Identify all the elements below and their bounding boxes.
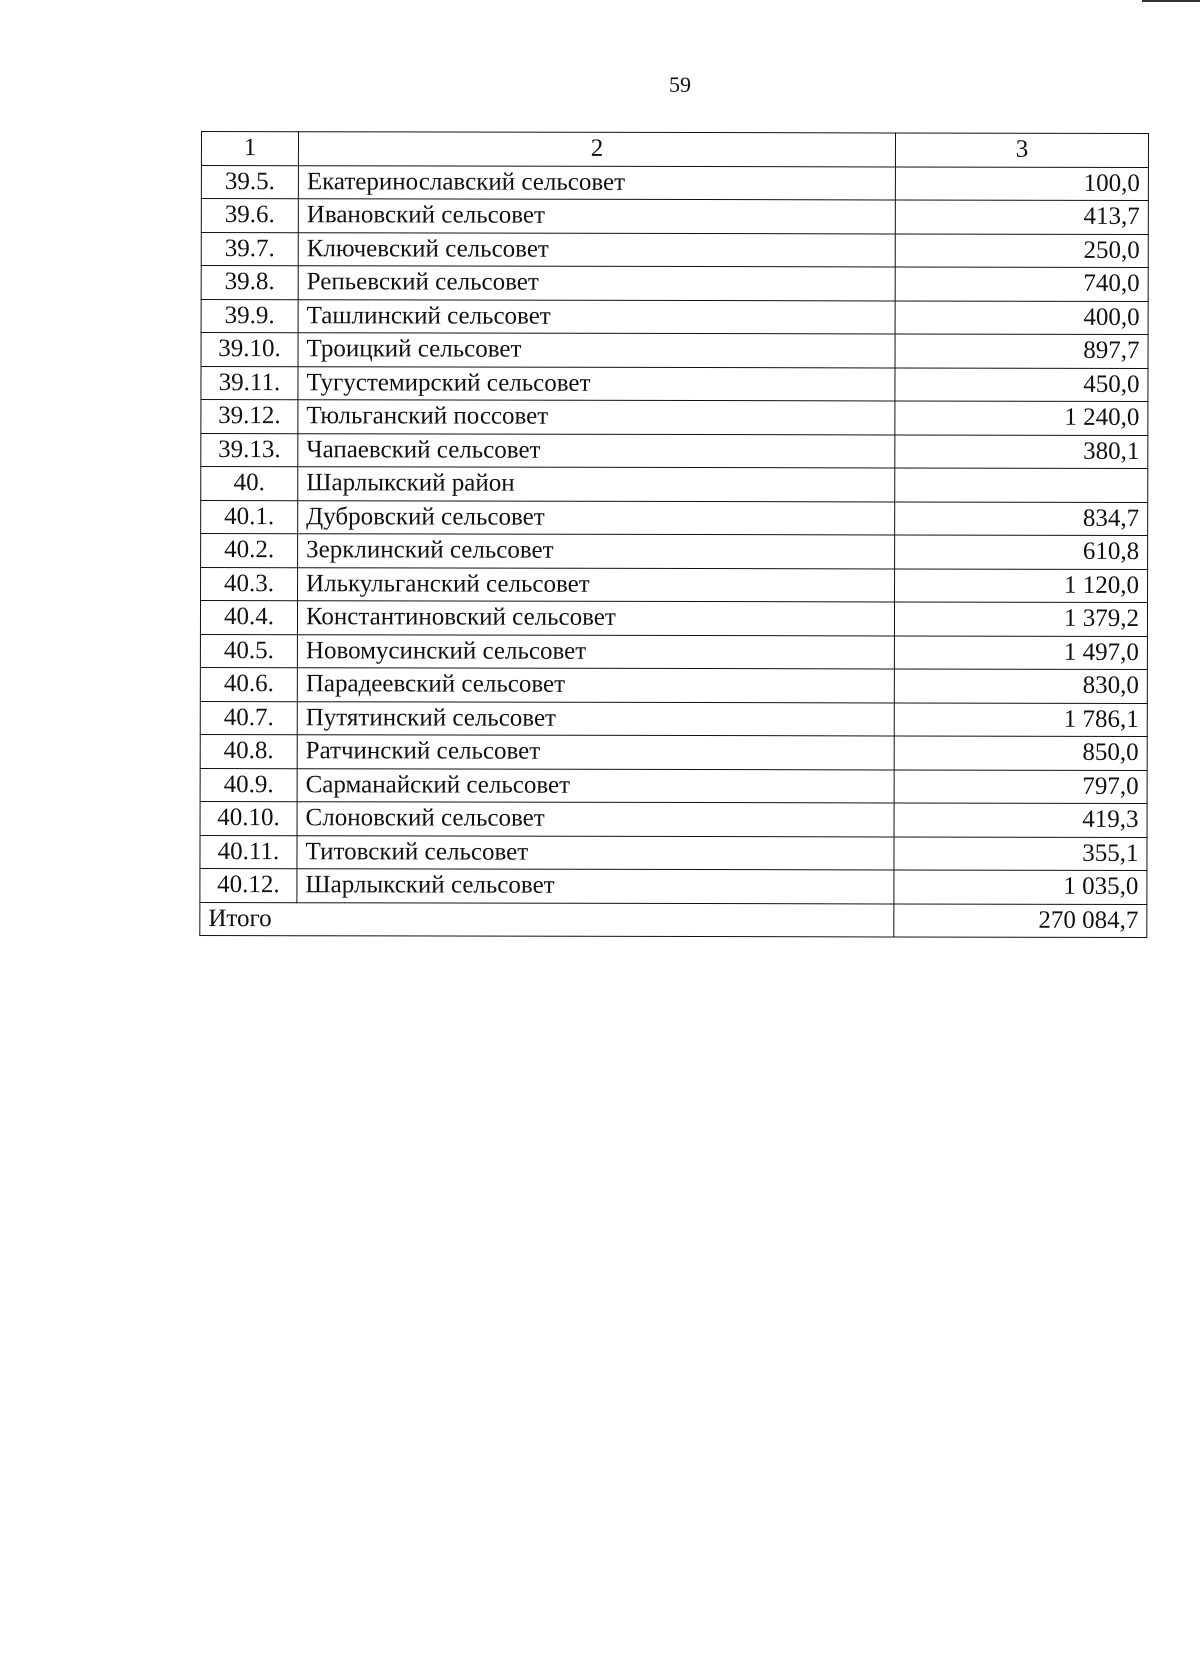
row-value: 1 120,0 [895,568,1148,602]
row-name: Слоновский сельсовет [297,802,894,837]
row-number: 39.12. [201,400,298,434]
table-row [201,534,1148,569]
row-number: 39.8. [201,266,298,300]
row-name: Ключевский сельсовет [298,232,895,267]
table-body [200,132,1149,938]
row-name: Тюльганский поссовет [298,400,895,435]
row-name: Зерклинский сельсовет [298,534,895,569]
row-value: 413,7 [895,200,1148,234]
row-value: 355,1 [894,836,1147,870]
row-name: Тугустемирский сельсовет [298,366,895,401]
row-name: Ташлинский сельсовет [298,299,895,334]
row-number: 40.3. [201,567,298,601]
table-row [201,433,1148,468]
row-value: 797,0 [894,769,1147,803]
row-value: 380,1 [895,434,1148,468]
row-value: 250,0 [895,233,1148,267]
row-name: Путятинский сельсовет [297,701,894,736]
row-number: 40.12. [200,868,297,902]
column-header-value: 3 [895,133,1148,167]
row-name: Титовский сельсовет [297,835,894,870]
table-row [201,500,1148,535]
total-label: Итого [200,902,894,937]
row-name: Шарлыкский сельсовет [297,869,894,904]
total-row [200,902,1147,937]
row-name: Чапаевский сельсовет [298,433,895,468]
row-value: 1 786,1 [894,702,1147,736]
table-row [200,601,1147,636]
row-number: 40.10. [200,801,297,835]
row-name: Новомусинский сельсовет [297,634,894,669]
row-number: 39.5. [201,165,298,199]
row-value: 1 497,0 [894,635,1147,669]
table-row [200,701,1147,736]
row-number: 40.6. [200,667,297,701]
row-number: 40.5. [200,634,297,668]
column-header-name: 2 [298,132,895,167]
row-value: 450,0 [895,367,1148,401]
row-name: Константиновский сельсовет [297,601,894,636]
row-number: 39.7. [201,232,298,266]
budget-table [199,131,1149,938]
table-row [200,768,1147,803]
table-header-row [201,132,1148,167]
row-name: Дубровский сельсовет [298,500,895,535]
row-number: 40. [201,467,298,501]
row-value: 834,7 [895,501,1148,535]
row-value: 1 035,0 [894,870,1147,904]
row-number: 39.13. [201,433,298,467]
row-name: Парадеевский сельсовет [297,668,894,703]
row-value [895,468,1148,502]
row-value: 740,0 [895,267,1148,301]
row-name: Ратчинский сельсовет [297,735,894,770]
row-number: 40.4. [200,601,297,635]
row-name: Троицкий сельсовет [298,333,895,368]
row-number: 40.9. [200,768,297,802]
row-name: Екатеринославский сельсовет [298,165,895,200]
table-row [201,165,1148,200]
row-number: 40.2. [201,534,298,568]
row-number: 39.11. [201,366,298,400]
row-value: 1 240,0 [895,401,1148,435]
row-value: 830,0 [894,669,1147,703]
row-value: 400,0 [895,300,1148,334]
row-name: Репьевский сельсовет [298,266,895,301]
row-value: 1 379,2 [894,602,1147,636]
table-row [200,667,1147,702]
row-value: 419,3 [894,803,1147,837]
row-number: 40.8. [200,734,297,768]
row-value: 850,0 [894,736,1147,770]
total-value: 270 084,7 [894,903,1147,937]
table-row [201,266,1148,301]
table-row [201,199,1148,234]
table-row [200,868,1147,903]
row-name: Сарманайский сельсовет [297,768,894,803]
row-value: 897,7 [895,334,1148,368]
row-name: Шарлыкский район [298,467,895,502]
row-number: 40.1. [201,500,298,534]
row-number: 40.11. [200,835,297,869]
row-name: Илькульганский сельсовет [298,567,895,602]
page-number: 59 [669,72,691,97]
table-row [200,634,1147,669]
table-row [201,467,1148,502]
row-number: 39.10. [201,333,298,367]
table-row [200,835,1147,870]
row-value: 100,0 [895,166,1148,200]
row-value: 610,8 [895,535,1148,569]
table-row [201,333,1148,368]
row-number: 39.9. [201,299,298,333]
table-row [201,299,1148,334]
table-row [201,400,1148,435]
column-header-number: 1 [201,132,298,166]
row-number: 40.7. [200,701,297,735]
row-number: 39.6. [201,199,298,233]
table-row [201,567,1148,602]
table-row [200,734,1147,769]
scan-corner-mark [1142,0,1200,6]
table-row [200,801,1147,836]
table-row [201,232,1148,267]
table-row [201,366,1148,401]
row-name: Ивановский сельсовет [298,199,895,234]
